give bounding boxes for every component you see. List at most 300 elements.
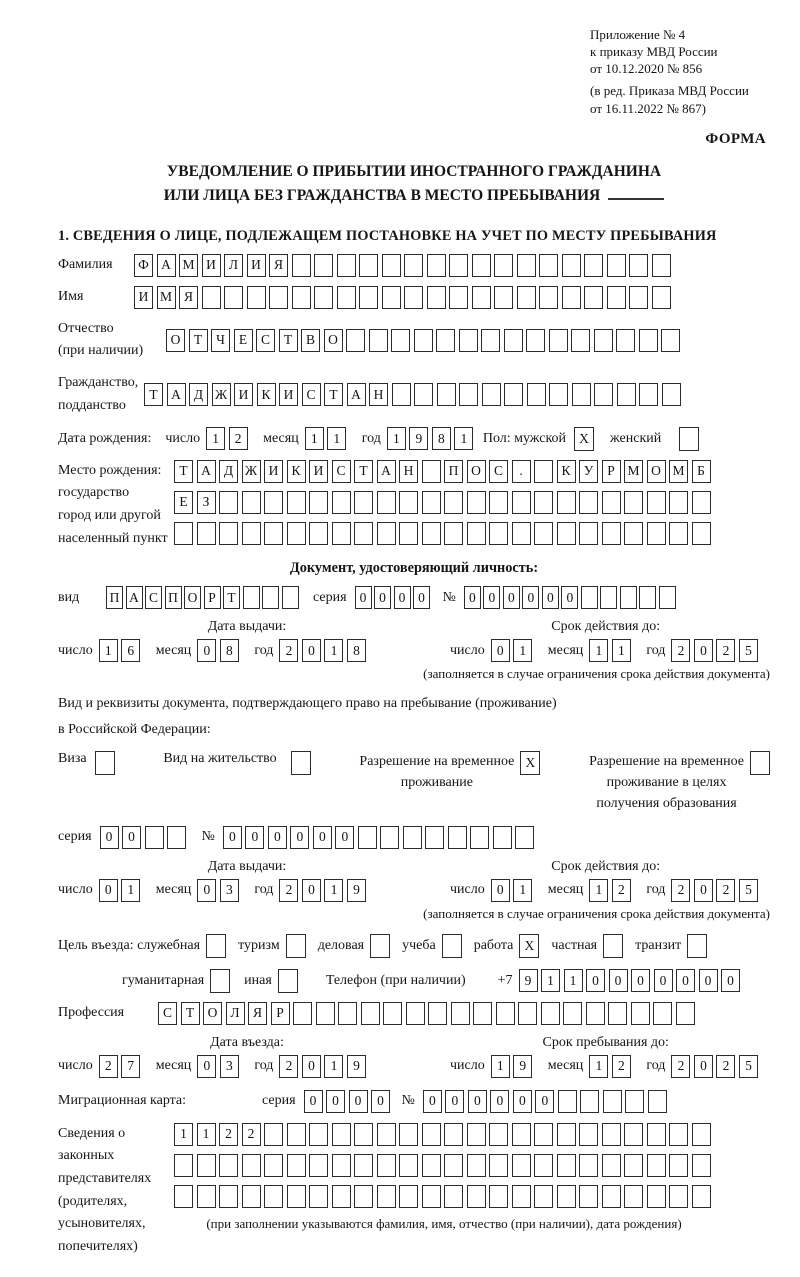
form-cell[interactable]: 1 — [174, 1123, 193, 1146]
form-cell[interactable] — [354, 1123, 373, 1146]
form-cell[interactable]: П — [165, 586, 182, 609]
form-cell[interactable] — [449, 286, 468, 309]
form-cell[interactable]: И — [202, 254, 221, 277]
form-cell[interactable] — [436, 329, 455, 352]
form-cell[interactable]: 1 — [387, 427, 406, 450]
form-cell[interactable] — [579, 1185, 598, 1208]
purpose-humanitarian-checkbox[interactable] — [210, 969, 230, 993]
form-cell[interactable] — [584, 254, 603, 277]
form-cell[interactable]: М — [624, 460, 643, 483]
form-cell[interactable]: М — [157, 286, 176, 309]
form-cell[interactable]: Т — [174, 460, 193, 483]
form-cell[interactable] — [594, 329, 613, 352]
form-cell[interactable]: 0 — [335, 826, 354, 849]
form-cell[interactable]: 0 — [609, 969, 628, 992]
form-cell[interactable] — [174, 1154, 193, 1177]
form-cell[interactable] — [541, 1002, 560, 1025]
form-cell[interactable] — [444, 522, 463, 545]
form-cell[interactable]: 0 — [302, 879, 321, 902]
form-cell[interactable] — [309, 522, 328, 545]
form-cell[interactable]: 0 — [654, 969, 673, 992]
form-cell[interactable]: 1 — [612, 639, 631, 662]
form-cell[interactable] — [512, 522, 531, 545]
form-cell[interactable]: 0 — [491, 639, 510, 662]
form-cell[interactable]: 0 — [302, 1055, 321, 1078]
form-cell[interactable]: Ф — [134, 254, 153, 277]
form-cell[interactable] — [467, 1154, 486, 1177]
form-cell[interactable] — [459, 329, 478, 352]
form-cell[interactable] — [287, 1154, 306, 1177]
form-cell[interactable] — [607, 286, 626, 309]
form-cell[interactable]: И — [247, 254, 266, 277]
purpose-official-checkbox[interactable] — [206, 934, 226, 958]
form-cell[interactable] — [581, 586, 598, 609]
form-cell[interactable]: 3 — [220, 1055, 239, 1078]
form-cell[interactable] — [676, 1002, 695, 1025]
form-cell[interactable] — [584, 286, 603, 309]
form-cell[interactable] — [242, 522, 261, 545]
form-cell[interactable]: Ж — [242, 460, 261, 483]
form-cell[interactable] — [427, 254, 446, 277]
form-cell[interactable] — [602, 491, 621, 514]
form-cell[interactable]: 0 — [313, 826, 332, 849]
form-cell[interactable] — [287, 491, 306, 514]
purpose-study-checkbox[interactable] — [442, 934, 462, 958]
form-cell[interactable] — [557, 522, 576, 545]
form-cell[interactable] — [652, 286, 671, 309]
form-cell[interactable]: М — [179, 254, 198, 277]
form-cell[interactable] — [174, 1185, 193, 1208]
form-cell[interactable] — [639, 586, 656, 609]
form-cell[interactable] — [470, 826, 489, 849]
form-cell[interactable] — [197, 522, 216, 545]
form-cell[interactable] — [399, 491, 418, 514]
form-cell[interactable] — [652, 254, 671, 277]
form-cell[interactable] — [539, 286, 558, 309]
form-cell[interactable] — [451, 1002, 470, 1025]
form-cell[interactable] — [534, 1185, 553, 1208]
form-cell[interactable]: Я — [269, 254, 288, 277]
form-cell[interactable]: 0 — [423, 1090, 442, 1113]
form-cell[interactable]: 8 — [220, 639, 239, 662]
form-cell[interactable] — [586, 1002, 605, 1025]
form-cell[interactable]: И — [264, 460, 283, 483]
form-cell[interactable] — [359, 286, 378, 309]
form-cell[interactable] — [145, 826, 164, 849]
form-cell[interactable]: 0 — [542, 586, 559, 609]
form-cell[interactable]: 0 — [197, 879, 216, 902]
form-cell[interactable] — [473, 1002, 492, 1025]
form-cell[interactable] — [422, 522, 441, 545]
form-cell[interactable] — [282, 586, 299, 609]
form-cell[interactable]: 9 — [347, 1055, 366, 1078]
form-cell[interactable]: К — [557, 460, 576, 483]
form-cell[interactable]: Д — [189, 383, 208, 406]
form-cell[interactable]: С — [158, 1002, 177, 1025]
form-cell[interactable]: Т — [279, 329, 298, 352]
form-cell[interactable]: 2 — [716, 879, 735, 902]
form-cell[interactable]: 0 — [561, 586, 578, 609]
form-cell[interactable]: А — [347, 383, 366, 406]
form-cell[interactable]: Т — [354, 460, 373, 483]
edu-permit-checkbox[interactable] — [750, 751, 770, 775]
form-cell[interactable]: П — [444, 460, 463, 483]
form-cell[interactable]: 2 — [612, 879, 631, 902]
form-cell[interactable]: 2 — [671, 639, 690, 662]
form-cell[interactable] — [449, 254, 468, 277]
form-cell[interactable] — [224, 286, 243, 309]
form-cell[interactable]: 0 — [371, 1090, 390, 1113]
form-cell[interactable]: С — [489, 460, 508, 483]
form-cell[interactable] — [602, 1123, 621, 1146]
form-cell[interactable] — [493, 826, 512, 849]
form-cell[interactable] — [314, 286, 333, 309]
form-cell[interactable] — [518, 1002, 537, 1025]
form-cell[interactable] — [571, 329, 590, 352]
form-cell[interactable]: Л — [224, 254, 243, 277]
form-cell[interactable] — [624, 522, 643, 545]
form-cell[interactable]: О — [467, 460, 486, 483]
form-cell[interactable] — [399, 1185, 418, 1208]
form-cell[interactable] — [608, 1002, 627, 1025]
form-cell[interactable]: 0 — [445, 1090, 464, 1113]
form-cell[interactable] — [517, 254, 536, 277]
form-cell[interactable] — [444, 1123, 463, 1146]
form-cell[interactable] — [647, 1185, 666, 1208]
form-cell[interactable] — [369, 329, 388, 352]
form-cell[interactable]: 1 — [513, 879, 532, 902]
form-cell[interactable]: 1 — [99, 639, 118, 662]
form-cell[interactable] — [534, 1123, 553, 1146]
form-cell[interactable]: 0 — [721, 969, 740, 992]
form-cell[interactable] — [444, 491, 463, 514]
residence-permit-checkbox[interactable] — [291, 751, 311, 775]
form-cell[interactable] — [489, 522, 508, 545]
form-cell[interactable]: 0 — [355, 586, 372, 609]
form-cell[interactable] — [448, 826, 467, 849]
form-cell[interactable] — [607, 254, 626, 277]
form-cell[interactable] — [557, 491, 576, 514]
form-cell[interactable] — [292, 286, 311, 309]
form-cell[interactable] — [692, 1154, 711, 1177]
form-cell[interactable]: О — [324, 329, 343, 352]
form-cell[interactable]: 0 — [694, 1055, 713, 1078]
form-cell[interactable]: 9 — [409, 427, 428, 450]
form-cell[interactable]: 0 — [197, 1055, 216, 1078]
form-cell[interactable] — [399, 1154, 418, 1177]
form-cell[interactable] — [496, 1002, 515, 1025]
form-cell[interactable] — [624, 1123, 643, 1146]
form-cell[interactable] — [202, 286, 221, 309]
form-cell[interactable] — [602, 1154, 621, 1177]
form-cell[interactable] — [482, 383, 501, 406]
form-cell[interactable] — [437, 383, 456, 406]
form-cell[interactable]: 2 — [671, 1055, 690, 1078]
form-cell[interactable] — [467, 491, 486, 514]
purpose-private-checkbox[interactable] — [603, 934, 623, 958]
form-cell[interactable] — [346, 329, 365, 352]
form-cell[interactable]: 0 — [99, 879, 118, 902]
form-cell[interactable] — [428, 1002, 447, 1025]
form-cell[interactable] — [692, 1185, 711, 1208]
form-cell[interactable] — [594, 383, 613, 406]
form-cell[interactable] — [337, 254, 356, 277]
form-cell[interactable]: 1 — [589, 1055, 608, 1078]
form-cell[interactable] — [403, 826, 422, 849]
form-cell[interactable] — [467, 522, 486, 545]
form-cell[interactable]: Т — [181, 1002, 200, 1025]
form-cell[interactable] — [404, 254, 423, 277]
sex-male-checkbox[interactable]: X — [574, 427, 594, 451]
purpose-tourism-checkbox[interactable] — [286, 934, 306, 958]
form-cell[interactable]: 1 — [324, 1055, 343, 1078]
form-cell[interactable] — [287, 1185, 306, 1208]
form-cell[interactable]: 2 — [279, 1055, 298, 1078]
form-cell[interactable]: С — [332, 460, 351, 483]
form-cell[interactable]: 1 — [541, 969, 560, 992]
form-cell[interactable]: 1 — [324, 639, 343, 662]
form-cell[interactable]: 0 — [586, 969, 605, 992]
form-cell[interactable] — [631, 1002, 650, 1025]
form-cell[interactable]: 2 — [242, 1123, 261, 1146]
form-cell[interactable]: 2 — [716, 1055, 735, 1078]
form-cell[interactable]: Р — [204, 586, 221, 609]
form-cell[interactable]: А — [126, 586, 143, 609]
form-cell[interactable]: И — [234, 383, 253, 406]
form-cell[interactable] — [359, 254, 378, 277]
form-cell[interactable] — [692, 522, 711, 545]
form-cell[interactable] — [247, 286, 266, 309]
form-cell[interactable]: 0 — [503, 586, 520, 609]
form-cell[interactable] — [459, 383, 478, 406]
form-cell[interactable] — [489, 1185, 508, 1208]
form-cell[interactable]: 2 — [279, 879, 298, 902]
form-cell[interactable] — [309, 1154, 328, 1177]
form-cell[interactable] — [444, 1185, 463, 1208]
form-cell[interactable] — [647, 522, 666, 545]
form-cell[interactable]: 0 — [513, 1090, 532, 1113]
form-cell[interactable] — [629, 254, 648, 277]
form-cell[interactable] — [219, 491, 238, 514]
form-cell[interactable]: Ж — [212, 383, 231, 406]
form-cell[interactable] — [174, 522, 193, 545]
form-cell[interactable]: С — [256, 329, 275, 352]
form-cell[interactable]: И — [309, 460, 328, 483]
form-cell[interactable] — [526, 329, 545, 352]
form-cell[interactable]: 1 — [589, 639, 608, 662]
form-cell[interactable]: 5 — [739, 1055, 758, 1078]
form-cell[interactable]: И — [279, 383, 298, 406]
form-cell[interactable] — [354, 1185, 373, 1208]
form-cell[interactable]: А — [167, 383, 186, 406]
form-cell[interactable] — [515, 826, 534, 849]
form-cell[interactable]: 8 — [432, 427, 451, 450]
form-cell[interactable] — [197, 1154, 216, 1177]
form-cell[interactable] — [382, 254, 401, 277]
form-cell[interactable] — [669, 522, 688, 545]
form-cell[interactable]: 0 — [394, 586, 411, 609]
form-cell[interactable] — [489, 491, 508, 514]
form-cell[interactable] — [399, 1123, 418, 1146]
form-cell[interactable] — [662, 383, 681, 406]
form-cell[interactable]: . — [512, 460, 531, 483]
form-cell[interactable]: З — [197, 491, 216, 514]
form-cell[interactable] — [269, 286, 288, 309]
form-cell[interactable] — [534, 460, 553, 483]
form-cell[interactable] — [392, 383, 411, 406]
form-cell[interactable] — [558, 1090, 577, 1113]
form-cell[interactable] — [382, 286, 401, 309]
form-cell[interactable] — [287, 1123, 306, 1146]
form-cell[interactable] — [639, 383, 658, 406]
form-cell[interactable]: Н — [369, 383, 388, 406]
form-cell[interactable]: О — [647, 460, 666, 483]
form-cell[interactable] — [467, 1185, 486, 1208]
form-cell[interactable] — [332, 1123, 351, 1146]
form-cell[interactable] — [337, 286, 356, 309]
form-cell[interactable] — [579, 1123, 598, 1146]
form-cell[interactable]: 1 — [324, 879, 343, 902]
form-cell[interactable]: 2 — [612, 1055, 631, 1078]
form-cell[interactable]: 0 — [490, 1090, 509, 1113]
form-cell[interactable] — [197, 1185, 216, 1208]
form-cell[interactable] — [377, 491, 396, 514]
form-cell[interactable] — [527, 383, 546, 406]
form-cell[interactable] — [616, 329, 635, 352]
form-cell[interactable] — [243, 586, 260, 609]
form-cell[interactable] — [309, 1185, 328, 1208]
form-cell[interactable]: 1 — [121, 879, 140, 902]
form-cell[interactable] — [504, 329, 523, 352]
form-cell[interactable]: 7 — [121, 1055, 140, 1078]
form-cell[interactable]: 2 — [671, 879, 690, 902]
form-cell[interactable]: 0 — [374, 586, 391, 609]
form-cell[interactable]: Ч — [211, 329, 230, 352]
form-cell[interactable]: 0 — [631, 969, 650, 992]
form-cell[interactable] — [648, 1090, 667, 1113]
form-cell[interactable] — [534, 491, 553, 514]
form-cell[interactable]: 1 — [513, 639, 532, 662]
form-cell[interactable] — [422, 491, 441, 514]
form-cell[interactable]: 0 — [304, 1090, 323, 1113]
form-cell[interactable]: Я — [179, 286, 198, 309]
form-cell[interactable]: 0 — [464, 586, 481, 609]
form-cell[interactable]: 0 — [694, 879, 713, 902]
form-cell[interactable]: А — [157, 254, 176, 277]
form-cell[interactable]: 0 — [676, 969, 695, 992]
form-cell[interactable] — [504, 383, 523, 406]
form-cell[interactable] — [481, 329, 500, 352]
form-cell[interactable] — [572, 383, 591, 406]
form-cell[interactable]: Т — [324, 383, 343, 406]
form-cell[interactable]: 0 — [349, 1090, 368, 1113]
form-cell[interactable] — [264, 491, 283, 514]
form-cell[interactable]: 0 — [268, 826, 287, 849]
form-cell[interactable] — [639, 329, 658, 352]
form-cell[interactable] — [309, 491, 328, 514]
form-cell[interactable]: Р — [271, 1002, 290, 1025]
form-cell[interactable] — [219, 1154, 238, 1177]
form-cell[interactable] — [425, 826, 444, 849]
form-cell[interactable] — [391, 329, 410, 352]
form-cell[interactable] — [414, 383, 433, 406]
form-cell[interactable] — [242, 1185, 261, 1208]
form-cell[interactable]: О — [184, 586, 201, 609]
form-cell[interactable] — [557, 1154, 576, 1177]
form-cell[interactable] — [600, 586, 617, 609]
form-cell[interactable] — [383, 1002, 402, 1025]
title-blank-underline[interactable] — [608, 187, 664, 200]
form-cell[interactable]: К — [287, 460, 306, 483]
form-cell[interactable] — [517, 286, 536, 309]
form-cell[interactable] — [332, 1185, 351, 1208]
form-cell[interactable] — [579, 491, 598, 514]
form-cell[interactable]: 0 — [699, 969, 718, 992]
form-cell[interactable] — [620, 586, 637, 609]
form-cell[interactable] — [422, 1123, 441, 1146]
form-cell[interactable] — [669, 1154, 688, 1177]
form-cell[interactable] — [580, 1090, 599, 1113]
form-cell[interactable] — [549, 329, 568, 352]
form-cell[interactable]: 0 — [326, 1090, 345, 1113]
form-cell[interactable] — [219, 1185, 238, 1208]
form-cell[interactable]: Д — [219, 460, 238, 483]
form-cell[interactable] — [377, 522, 396, 545]
form-cell[interactable]: С — [145, 586, 162, 609]
form-cell[interactable] — [602, 1185, 621, 1208]
form-cell[interactable] — [472, 286, 491, 309]
form-cell[interactable]: У — [579, 460, 598, 483]
form-cell[interactable]: 2 — [716, 639, 735, 662]
form-cell[interactable] — [264, 522, 283, 545]
sex-female-checkbox[interactable] — [679, 427, 699, 451]
form-cell[interactable]: 0 — [522, 586, 539, 609]
form-cell[interactable] — [489, 1154, 508, 1177]
form-cell[interactable] — [427, 286, 446, 309]
form-cell[interactable] — [406, 1002, 425, 1025]
form-cell[interactable]: 2 — [279, 639, 298, 662]
form-cell[interactable]: 1 — [206, 427, 225, 450]
form-cell[interactable] — [414, 329, 433, 352]
form-cell[interactable]: Е — [234, 329, 253, 352]
form-cell[interactable]: О — [203, 1002, 222, 1025]
form-cell[interactable] — [472, 254, 491, 277]
form-cell[interactable]: 0 — [223, 826, 242, 849]
form-cell[interactable] — [562, 254, 581, 277]
form-cell[interactable] — [647, 1154, 666, 1177]
form-cell[interactable]: Е — [174, 491, 193, 514]
form-cell[interactable] — [242, 491, 261, 514]
form-cell[interactable] — [404, 286, 423, 309]
form-cell[interactable] — [557, 1185, 576, 1208]
form-cell[interactable] — [467, 1123, 486, 1146]
form-cell[interactable] — [534, 1154, 553, 1177]
form-cell[interactable]: С — [302, 383, 321, 406]
form-cell[interactable] — [309, 1123, 328, 1146]
form-cell[interactable] — [242, 1154, 261, 1177]
form-cell[interactable] — [625, 1090, 644, 1113]
form-cell[interactable]: 1 — [589, 879, 608, 902]
form-cell[interactable]: 9 — [347, 879, 366, 902]
form-cell[interactable] — [489, 1123, 508, 1146]
form-cell[interactable] — [629, 286, 648, 309]
form-cell[interactable] — [264, 1123, 283, 1146]
form-cell[interactable] — [494, 254, 513, 277]
form-cell[interactable] — [354, 1154, 373, 1177]
form-cell[interactable] — [332, 491, 351, 514]
visa-checkbox[interactable] — [95, 751, 115, 775]
form-cell[interactable] — [314, 254, 333, 277]
